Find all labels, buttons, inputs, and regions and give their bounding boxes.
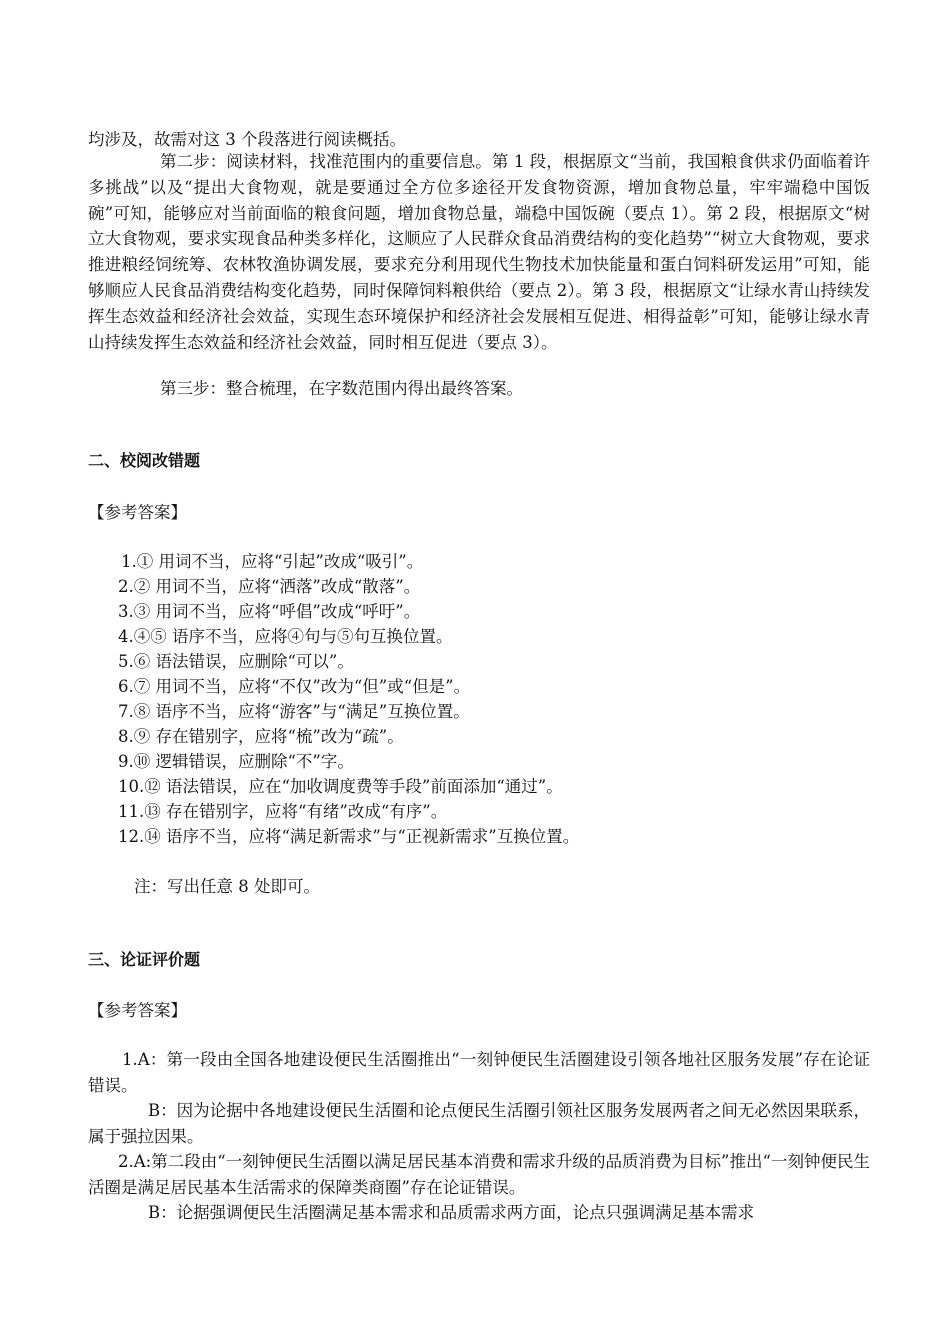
list-item: 5.⑥ 语法错误，应删除“可以”。 xyxy=(118,652,354,671)
section-three-ref-label: 【参考答案】 xyxy=(88,1001,187,1020)
list-item: 2.② 用词不当，应将“洒落”改成“散落”。 xyxy=(118,577,421,596)
list-item: 10.⑫ 语法错误，应在“加收调度费等手段”前面添加“通过”。 xyxy=(118,777,563,796)
argument-item-1b: B：因为论据中各地建设便民生活圈和论点便民生活圈引领社区服务发展两者之间无必然因果联系，属于强拉因果。 xyxy=(88,1101,870,1146)
section-two-ref-label: 【参考答案】 xyxy=(88,503,187,522)
list-item: 11.⑬ 存在错别字，应将“有绪”改成“有序”。 xyxy=(118,802,448,821)
para-continuation: 均涉及，故需对这 3 个段落进行阅读概括。 xyxy=(88,130,406,149)
step-two-paragraph: 第二步：阅读材料，找准范围内的重要信息。第 1 段，根据原文“当前，我国粮食供求仍面临着许多挑战”以及“提出大食物观，就是要通过全方位多途径开发食物资源，增加食物总量，牢牢端稳中国饭碗”可知，能够应对当前面临的粮食问题，增加食物总量，端稳中国饭碗（要点 1）。第 2 段，根据原文“树立大食物观，要求实现食品种类多样化，这顺应了人民群众食品消费结构的变化趋势”“树立大食物观，要求推进粮经饲统筹、农林牧渔协调发展，要求充分利用现代生物技术加快能量和蛋白饲料研发运用”可知，能够顺应人民食品消费结构变化趋势，同时保障饲料粮供给（要点 2）。第 3 段，根据原文“让绿水青山持续发挥生态效益和经济社会效益，实现生态环境保护和经济社会发展相互促进、相得益彰”可知，能够让绿水青山持续发挥生态效益和经济社会效益，同时相互促进（要点 3）。 xyxy=(88,152,870,352)
section-three-heading: 三、论证评价题 xyxy=(88,950,201,969)
section-two-heading: 二、校阅改错题 xyxy=(88,451,201,470)
list-item: 7.⑧ 语序不当，应将“游客”与“满足”互换位置。 xyxy=(118,702,470,721)
argument-item-2a: 2.A:第二段由“一刻钟便民生活圈以满足居民基本消费和需求升级的品质消费为目标”推出“一刻钟便民生活圈是满足居民基本生活需求的保障类商圈”存在论证错误。 xyxy=(88,1152,870,1197)
list-item: 3.③ 用词不当，应将“呼倡”改成“呼吁”。 xyxy=(118,602,421,621)
argument-item-2b: B：论据强调便民生活圈满足基本需求和品质需求两方面，论点只强调满足基本需求 xyxy=(148,1203,755,1222)
section-two-note: 注：写出任意 8 处即可。 xyxy=(134,877,320,896)
list-item: 8.⑨ 存在错别字，应将“梳”改为“疏”。 xyxy=(118,727,404,746)
list-item: 1.① 用词不当，应将“引起”改成“吸引”。 xyxy=(121,552,424,571)
list-item: 6.⑦ 用词不当，应将“不仅”改为“但”或“但是”。 xyxy=(118,677,471,696)
argument-item-1a: 1.A：第一段由全国各地建设便民生活圈推出“一刻钟便民生活圈建设引领各地社区服务发展”存在论证错误。 xyxy=(88,1050,870,1095)
list-item: 9.⑩ 逻辑错误，应删除“不”字。 xyxy=(118,752,354,771)
list-item: 12.⑭ 语序不当，应将“满足新需求”与“正视新需求”互换位置。 xyxy=(118,827,580,846)
list-item: 4.④⑤ 语序不当，应将④句与⑤句互换位置。 xyxy=(118,627,453,646)
step-three-paragraph: 第三步：整合梳理，在字数范围内得出最终答案。 xyxy=(160,379,523,398)
